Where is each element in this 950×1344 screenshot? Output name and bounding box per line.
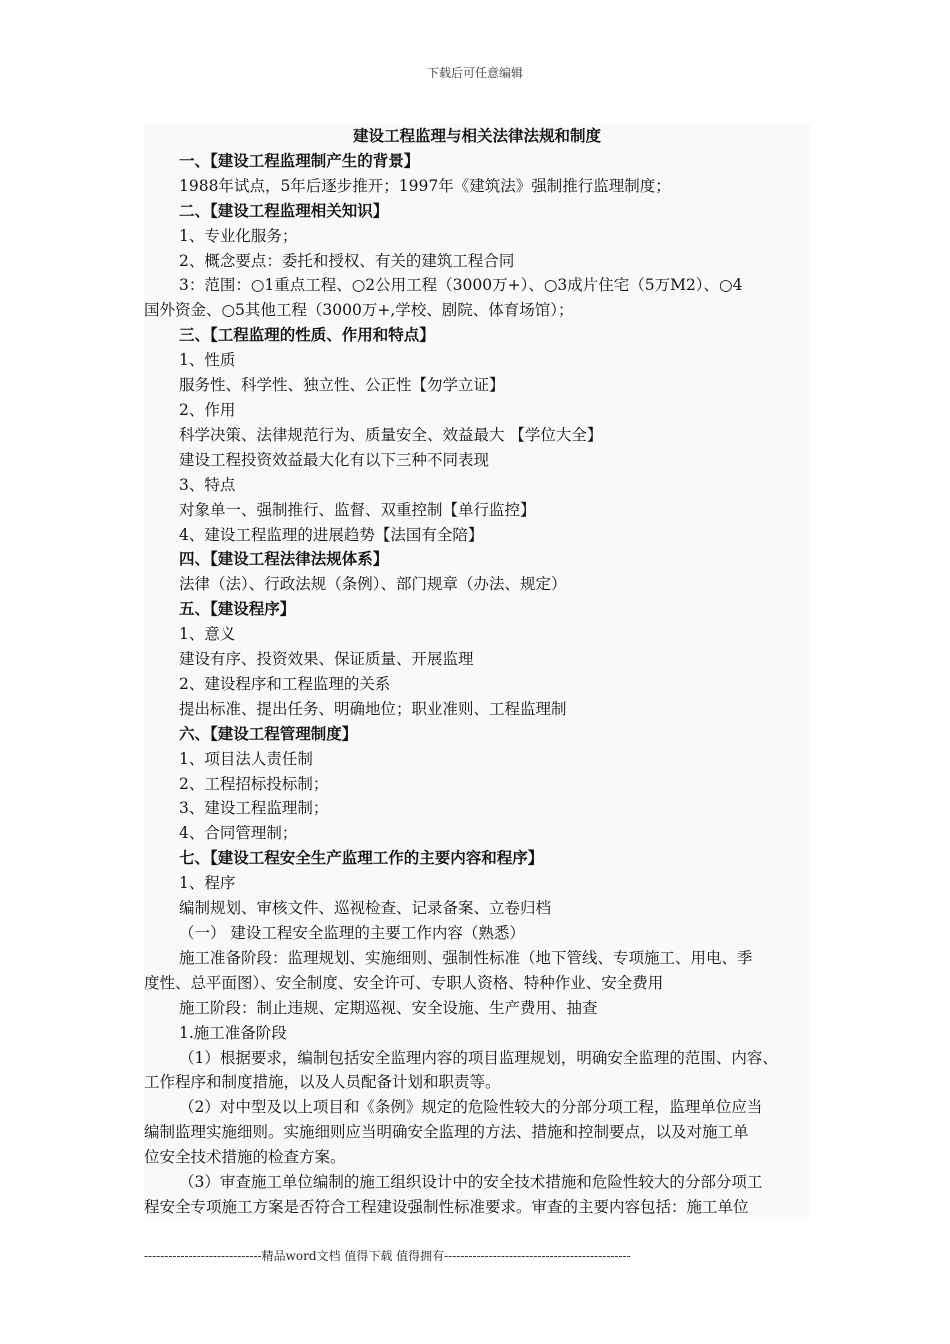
- paragraph-line: 施工准备阶段：监理规划、实施细则、强制性标准（地下管线、专项施工、用电、季: [179, 948, 753, 967]
- section-heading: 一、【建设工程监理制产生的背景】: [179, 150, 420, 170]
- paragraph-line: 2、工程招标投标制；: [179, 774, 329, 793]
- paragraph-line: 建设工程投资效益最大化有以下三种不同表现: [179, 450, 490, 469]
- header-note: 下载后可任意编辑: [426, 66, 523, 80]
- paragraph-line: （1）根据要求，编制包括安全监理内容的项目监理规划，明确安全监理的范围、内容、: [179, 1048, 778, 1067]
- paragraph-line: （3）审查施工单位编制的施工组织设计中的安全技术措施和危险性较大的分部分项工: [179, 1173, 763, 1192]
- paragraph-line: （一） 建设工程安全监理的主要工作内容（熟悉）: [179, 924, 525, 942]
- paragraph-line: 服务性、科学性、独立性、公正性【勿学立证】: [179, 376, 505, 395]
- section-heading: 七、【建设工程安全生产监理工作的主要内容和程序】: [179, 848, 544, 868]
- paragraph-line: 2、概念要点：委托和授权、有关的建筑工程合同: [179, 251, 515, 270]
- section-heading: 六、【建设工程管理制度】: [179, 723, 358, 743]
- paragraph-line: 编制规划、审核文件、巡视检查、记录备案、立卷归档: [179, 899, 552, 918]
- document-body: [144, 124, 810, 1219]
- footer-text: -----------------------------精品word文档 值得下载 值得拥有----------------------------------------------: [144, 1249, 631, 1263]
- paragraph-line: 度性、总平面图）、安全制度、安全许可、专职人资格、特种作业、安全费用: [144, 973, 664, 992]
- section-heading: 二、【建设工程监理相关知识】: [179, 200, 389, 220]
- paragraph-line: 1、程序: [179, 874, 236, 893]
- paragraph-line: 位安全技术措施的检查方案。: [144, 1148, 346, 1167]
- section-heading: 三、【工程监理的性质、作用和特点】: [179, 325, 435, 345]
- paragraph-line: 3、建设工程监理制；: [179, 799, 329, 818]
- paragraph-line: 科学决策、法律规范行为、质量安全、效益最大 【学位大全】: [179, 425, 603, 444]
- paragraph-line: 1、意义: [179, 625, 236, 644]
- paragraph-line: 4、建设工程监理的进展趋势【法国有全陪】: [179, 525, 484, 544]
- paragraph-line: 2、建设程序和工程监理的关系: [179, 674, 391, 693]
- paragraph-line: 施工阶段：制止违规、定期巡视、安全设施、生产费用、抽查: [179, 998, 598, 1017]
- paragraph-line: 1.施工准备阶段: [179, 1023, 287, 1042]
- paragraph-line: 对象单一、强制推行、监督、双重控制【单行监控】: [179, 500, 536, 519]
- paragraph-line: 1、专业化服务；: [179, 226, 298, 245]
- paragraph-line: 3：范围：○1重点工程、○2公用工程（3000万+）、○3成片住宅（5万M2）、○4: [179, 276, 743, 295]
- paragraph-line: 1、性质: [179, 351, 236, 370]
- paragraph-line: 4、合同管理制；: [179, 824, 298, 843]
- paragraph-line: （2）对中型及以上项目和《条例》规定的危险性较大的分部分项工程，监理单位应当: [179, 1098, 763, 1117]
- paragraph-line: 提出标准、提出任务、明确地位；职业准则、工程监理制: [179, 699, 567, 718]
- paragraph-line: 工作程序和制度措施，以及人员配备计划和职责等。: [144, 1073, 501, 1092]
- document-title: 建设工程监理与相关法律法规和制度: [352, 126, 601, 145]
- paragraph-line: 3、特点: [179, 475, 236, 494]
- section-heading: 四、【建设工程法律法规体系】: [179, 549, 389, 569]
- paragraph-line: 建设有序、投资效果、保证质量、开展监理: [179, 650, 474, 669]
- paragraph-line: 1、项目法人责任制: [179, 749, 313, 768]
- section-heading: 五、【建设程序】: [179, 599, 296, 619]
- paragraph-line: 2、作用: [179, 400, 236, 419]
- paragraph-line: 编制监理实施细则。实施细则应当明确安全监理的方法、措施和控制要点，以及对施工单: [144, 1123, 749, 1142]
- paragraph-line: 程安全专项施工方案是否符合工程建设强制性标准要求。审查的主要内容包括：施工单位: [144, 1197, 749, 1216]
- paragraph-line: 法律（法）、行政法规（条例）、部门规章（办法、规定）: [179, 575, 567, 594]
- paragraph-line: 1988年试点，5年后逐步推开；1997年《建筑法》强制推行监理制度；: [179, 176, 671, 195]
- paragraph-line: 国外资金、○5其他工程（3000万+,学校、剧院、体育场馆）；: [144, 301, 574, 320]
